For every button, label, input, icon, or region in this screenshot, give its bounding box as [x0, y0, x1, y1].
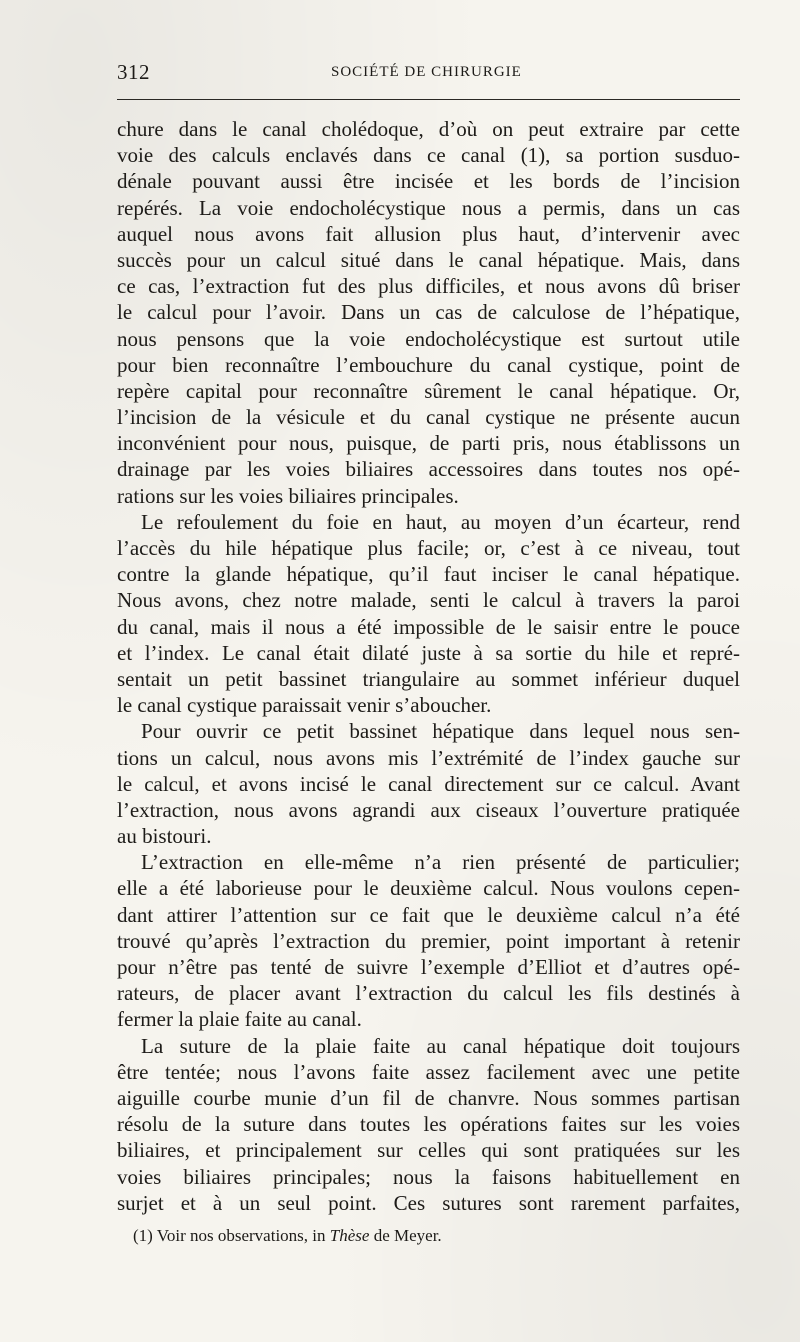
text-line: voie des calculs enclavés dans ce canal (1), sa portion susduo-	[117, 143, 740, 168]
text-line: l’accès du hile hépatique plus facile; or, c’est à ce niveau, tout	[117, 536, 740, 560]
text-line: surjet et à un seul point. Ces sutures sont rarement parfaites,	[117, 1190, 740, 1215]
text-line: rateurs, de placer avant l’extraction du calcul les fils destinés à	[117, 981, 740, 1006]
text-line: pour bien reconnaître l’embouchure du canal cystique, point de	[117, 352, 740, 377]
text-line: le calcul pour l’avoir. Dans un cas de calculose de l’hépatique,	[117, 300, 740, 325]
text-line: repérés. La voie endocholécystique nous a permis, dans un cas	[117, 195, 740, 220]
text-line: trouvé qu’après l’extraction du premier, point important à retenir	[117, 928, 740, 953]
text-line: l’incision de la vésicule et du canal cystique ne présente aucun	[117, 405, 740, 430]
text-line: Pour ouvrir ce petit bassinet hépatique dans lequel nous sen-	[141, 719, 740, 744]
text-line: tions un calcul, nous avons mis l’extrémité de l’index gauche sur	[117, 745, 740, 770]
text-line: succès pour un calcul situé dans le canal hépatique. Mais, dans	[117, 247, 740, 272]
body-text	[117, 116, 740, 1216]
text-line: dénale pouvant aussi être incisée et les bords de l’incision	[117, 169, 740, 194]
text-line: auquel nous avons fait allusion plus haut, d’intervenir avec	[117, 221, 740, 246]
text-line: nous pensons que la voie endocholécystique est surtout utile	[117, 326, 740, 351]
text-line: résolu de la suture dans toutes les opérations faites sur les voies	[117, 1112, 740, 1137]
running-head	[117, 60, 740, 88]
text-line: au bistouri.	[117, 824, 212, 849]
footnote-work-title: Thèse	[329, 1226, 370, 1245]
text-line: La suture de la plaie faite au canal hépatique doit toujours	[141, 1033, 740, 1058]
text-line: fermer la plaie faite au canal.	[117, 1007, 362, 1032]
text-line: l’extraction, nous avons agrandi aux ciseaux l’ouverture pratiquée	[117, 797, 740, 822]
footnote	[133, 1226, 442, 1246]
text-line: et l’index. Le canal était dilaté juste à sa sortie du hile et repré-	[117, 640, 740, 665]
text-line: aiguille courbe munie d’un fil de chanvre. Nous sommes partisan	[117, 1085, 740, 1110]
footnote-prefix: (1) Voir nos observations, in	[133, 1226, 330, 1245]
text-line: repère capital pour reconnaître sûrement le canal hépatique. Or,	[117, 378, 740, 403]
text-line: ce cas, l’extraction fut des plus difficiles, et nous avons dû briser	[117, 274, 740, 299]
text-line: contre la glande hépatique, qu’il faut inciser le canal hépatique.	[117, 562, 740, 587]
running-title: SOCIÉTÉ DE CHIRURGIE	[331, 64, 522, 80]
text-line: dant attirer l’attention sur ce fait que le deuxième calcul n’a été	[117, 902, 740, 927]
text-line: Nous avons, chez notre malade, senti le calcul à travers la paroi	[117, 588, 740, 613]
text-line: biliaires, et principalement sur celles qui sont pratiquées sur les	[117, 1138, 740, 1163]
text-line: elle a été laborieuse pour le deuxième calcul. Nous voulons cepen-	[117, 876, 740, 901]
text-line: voies biliaires principales; nous la faisons habituellement en	[117, 1164, 740, 1189]
text-line: pour n’être pas tenté de suivre l’exemple d’Elliot et d’autres opé-	[117, 955, 740, 979]
text-line: le canal cystique paraissait venir s’aboucher.	[117, 693, 492, 718]
footnote-suffix: de Meyer.	[369, 1226, 442, 1245]
text-line: sentait un petit bassinet triangulaire au sommet inférieur duquel	[117, 666, 740, 691]
text-line: inconvénient pour nous, puisque, de parti pris, nous établissons un	[117, 431, 740, 456]
text-line: rations sur les voies biliaires principales.	[117, 483, 459, 508]
page-number: 312	[117, 60, 150, 84]
text-line: drainage par les voies biliaires accessoires dans toutes nos opé-	[117, 457, 740, 482]
text-line: chure dans le canal cholédoque, d’où on peut extraire par cette	[117, 117, 740, 141]
text-line: le calcul, et avons incisé le canal directement sur ce calcul. Avant	[117, 771, 740, 796]
text-line: Le refoulement du foie en haut, au moyen d’un écarteur, rend	[141, 509, 740, 534]
text-line: L’extraction en elle-même n’a rien présenté de particulier;	[141, 850, 740, 875]
text-line: du canal, mais il nous a été impossible de le saisir entre le pouce	[117, 614, 740, 639]
header-rule	[117, 99, 740, 100]
text-line: être tentée; nous l’avons faite assez facilement avec une petite	[117, 1059, 740, 1084]
